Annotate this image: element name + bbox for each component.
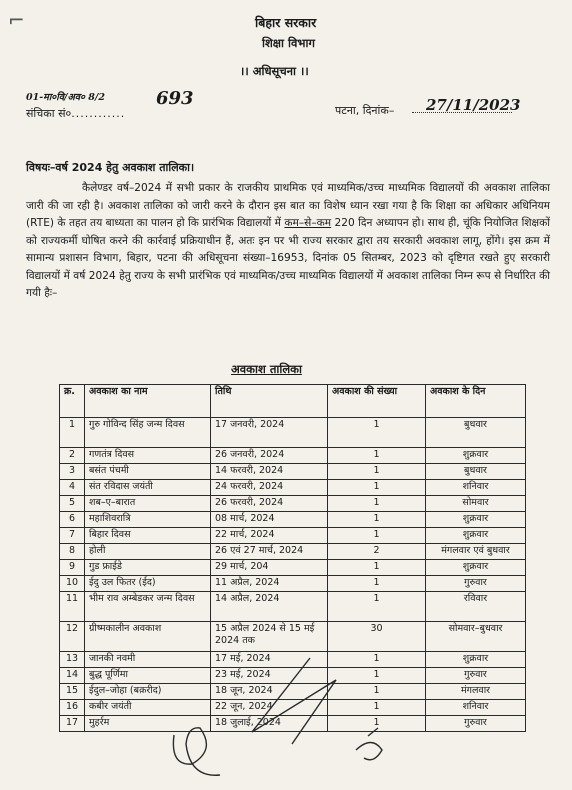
subject-line: विषयः–वर्ष 2024 हेतु अवकाश तालिका। (26, 161, 195, 174)
header-serial: क्र. (60, 385, 85, 418)
cell-holiday-count: 1 (328, 418, 426, 448)
sanchika-label-text: संचिका सं० (26, 107, 72, 120)
place-date-label: पटना, दिनांक– (335, 104, 395, 117)
body-text-part1: कैलेण्डर वर्ष–2024 में सभी प्रकार के राजकीय प्राथमिक एवं माध्यमिक/उच्च माध्यमिक विद्यालयों की अवकाश तालिका जारी की जा रही है। अवकाश तालिका को जारी करने के दौरान इस बात का विशेष ध्यान रखा गया है कि शिक्षा का अधिकार अधिनियम (RTE) के तहत तय बाध्यता का पालन हो कि प्रारंभिक विद्यालयों में (26, 182, 550, 229)
table-row (60, 544, 526, 560)
cell-holiday-days: शुक्रवार (426, 528, 526, 544)
body-paragraph (26, 180, 550, 303)
cell-serial: 15 (60, 684, 85, 700)
table-row (60, 592, 526, 622)
cell-date: 18 जून, 2024 (211, 684, 328, 700)
cell-holiday-name: ईदु उल फितर (ईद) (85, 576, 211, 592)
cell-holiday-count: 1 (328, 464, 426, 480)
cell-holiday-name: कबीर जयंती (85, 700, 211, 716)
cell-serial: 14 (60, 668, 85, 684)
cell-date: 08 मार्च, 2024 (211, 512, 328, 528)
cell-serial: 8 (60, 544, 85, 560)
sanchika-label: संचिका सं०............ (26, 107, 126, 120)
cell-holiday-name: शब–ए–बारात (85, 496, 211, 512)
cell-holiday-count: 1 (328, 716, 426, 732)
table-row (60, 496, 526, 512)
cell-holiday-name: गुरु गोविन्द सिंह जन्म दिवस (85, 418, 211, 448)
cell-holiday-name: बसंत पंचमी (85, 464, 211, 480)
corner-mark-icon: ⌐ (8, 8, 25, 32)
cell-holiday-count: 1 (328, 528, 426, 544)
cell-holiday-days: रविवार (426, 592, 526, 622)
cell-holiday-count: 1 (328, 560, 426, 576)
cell-holiday-days: मंगलवार एवं बुधवार (426, 544, 526, 560)
cell-holiday-count: 1 (328, 684, 426, 700)
cell-serial: 11 (60, 592, 85, 622)
cell-serial: 17 (60, 716, 85, 732)
cell-holiday-count: 1 (328, 448, 426, 464)
cell-holiday-count: 1 (328, 700, 426, 716)
cell-holiday-days: शुक्रवार (426, 512, 526, 528)
cell-holiday-days: मंगलवार (426, 684, 526, 700)
cell-holiday-count: 2 (328, 544, 426, 560)
cell-holiday-count: 30 (328, 622, 426, 652)
cell-holiday-days: गुरुवार (426, 668, 526, 684)
table-row (60, 576, 526, 592)
cell-holiday-name: महाशिवरात्रि (85, 512, 211, 528)
cell-holiday-days: बुधवार (426, 464, 526, 480)
cell-holiday-days: शुक्रवार (426, 448, 526, 464)
cell-serial: 12 (60, 622, 85, 652)
cell-holiday-name: ईदुल–जोहा (बक़रीद) (85, 684, 211, 700)
cell-date: 17 मई, 2024 (211, 652, 328, 668)
body-text-part2: 220 दिन अध्यापन हो। साथ ही, चूंकि नियोजित शिक्षकों को राज्यकर्मी घोषित करने की कार्रवाई प्रक्रियाधीन हैं, अतः इन पर भी राज्य सरकार द्वारा तय सरकारी अवकाश लागू, होंगे। इस क्रम में सामान्य प्रशासन विभाग, बिहार, पटना की अधिसूचना संख्या–16953, दिनांक 05 सितम्बर, 2023 को दृष्टिगत रखते हुए सरकारी विद्यालयों में वर्ष 2024 हेतु राज्य के सभी प्रारंभिक एवं माध्यमिक/उच्च माध्यमिक विद्यालयों में अवकाश तालिका निम्न रूप से निर्धारित की गयी हैः– (26, 217, 550, 299)
cell-date: 22 मार्च, 2024 (211, 528, 328, 544)
cell-serial: 6 (60, 512, 85, 528)
cell-holiday-count: 1 (328, 512, 426, 528)
cell-serial: 2 (60, 448, 85, 464)
cell-serial: 3 (60, 464, 85, 480)
cell-date: 26 फरवरी, 2024 (211, 496, 328, 512)
cell-date: 26 एवं 27 मार्च, 2024 (211, 544, 328, 560)
table-row (60, 512, 526, 528)
cell-serial: 7 (60, 528, 85, 544)
cell-holiday-count: 1 (328, 652, 426, 668)
table-row (60, 480, 526, 496)
cell-serial: 16 (60, 700, 85, 716)
govt-title: बिहार सरकार (255, 15, 317, 30)
cell-serial: 4 (60, 480, 85, 496)
cell-serial: 5 (60, 496, 85, 512)
cell-serial: 9 (60, 560, 85, 576)
notification-title: ।। अधिसूचना ।। (240, 64, 309, 78)
cell-date: 26 जनवरी, 2024 (211, 448, 328, 464)
cell-holiday-days: शुक्रवार (426, 652, 526, 668)
cell-holiday-count: 1 (328, 668, 426, 684)
cell-date: 24 फरवरी, 2024 (211, 480, 328, 496)
cell-serial: 10 (60, 576, 85, 592)
header-holiday-count: अवकाश की संख्या (328, 385, 426, 418)
header-holiday-name: अवकाश का नाम (85, 385, 211, 418)
sanchika-number-handwritten: 693 (156, 88, 194, 109)
cell-holiday-name: जानकी नवमी (85, 652, 211, 668)
table-row (60, 448, 526, 464)
cell-date: 14 अप्रैल, 2024 (211, 592, 328, 622)
cell-holiday-count: 1 (328, 592, 426, 622)
table-row (60, 528, 526, 544)
cell-holiday-name: गुड फ्राईडे (85, 560, 211, 576)
cell-holiday-days: गुरुवार (426, 576, 526, 592)
cell-holiday-name: बिहार दिवस (85, 528, 211, 544)
cell-serial: 13 (60, 652, 85, 668)
table-row (60, 464, 526, 480)
cell-date: 17 जनवरी, 2024 (211, 418, 328, 448)
cell-holiday-name: ग्रीष्मकालीन अवकाश (85, 622, 211, 652)
cell-holiday-count: 1 (328, 480, 426, 496)
cell-holiday-days: शनिवार (426, 700, 526, 716)
header-holiday-days: अवकाश के दिन (426, 385, 526, 418)
date-underline (412, 112, 512, 113)
cell-date: 14 फरवरी, 2024 (211, 464, 328, 480)
body-text-underlined: कम–से–कम (284, 217, 332, 229)
cell-date: 18 जुलाई, 2024 (211, 716, 328, 732)
cell-date: 22 जून, 2024 (211, 700, 328, 716)
cell-holiday-name: बुद्ध पूर्णिमा (85, 668, 211, 684)
table-title: अवकाश तालिका (231, 362, 302, 376)
cell-holiday-days: सोमवार–बुधवार (426, 622, 526, 652)
cell-holiday-days: शुक्रवार (426, 560, 526, 576)
cell-holiday-days: गुरुवार (426, 716, 526, 732)
cell-holiday-days: बुधवार (426, 418, 526, 448)
cell-holiday-days: सोमवार (426, 496, 526, 512)
header-date: तिथि (211, 385, 328, 418)
cell-holiday-name: भीम राव अम्बेडकर जन्म दिवस (85, 592, 211, 622)
reference-number-handwritten: 01-मा०वि/अव० 8/2 (26, 92, 105, 103)
cell-holiday-days: शनिवार (426, 480, 526, 496)
table-header-row (60, 385, 526, 418)
cell-holiday-name: गणतंत्र दिवस (85, 448, 211, 464)
date-handwritten: 27/11/2023 (426, 96, 521, 114)
cell-holiday-count: 1 (328, 576, 426, 592)
cell-date: 11 अप्रैल, 2024 (211, 576, 328, 592)
cell-date: 23 मई, 2024 (211, 668, 328, 684)
cell-holiday-name: मुहर्रम (85, 716, 211, 732)
cell-holiday-name: होली (85, 544, 211, 560)
cell-holiday-count: 1 (328, 496, 426, 512)
cell-date: 29 मार्च, 204 (211, 560, 328, 576)
department-title: शिक्षा विभाग (262, 36, 315, 50)
cell-date: 15 अप्रैल 2024 से 15 मई 2024 तक (211, 622, 328, 652)
cell-serial: 1 (60, 418, 85, 448)
table-row (60, 560, 526, 576)
table-row (60, 418, 526, 448)
cell-holiday-name: संत रविदास जयंती (85, 480, 211, 496)
handwritten-signature-mark (160, 640, 400, 790)
